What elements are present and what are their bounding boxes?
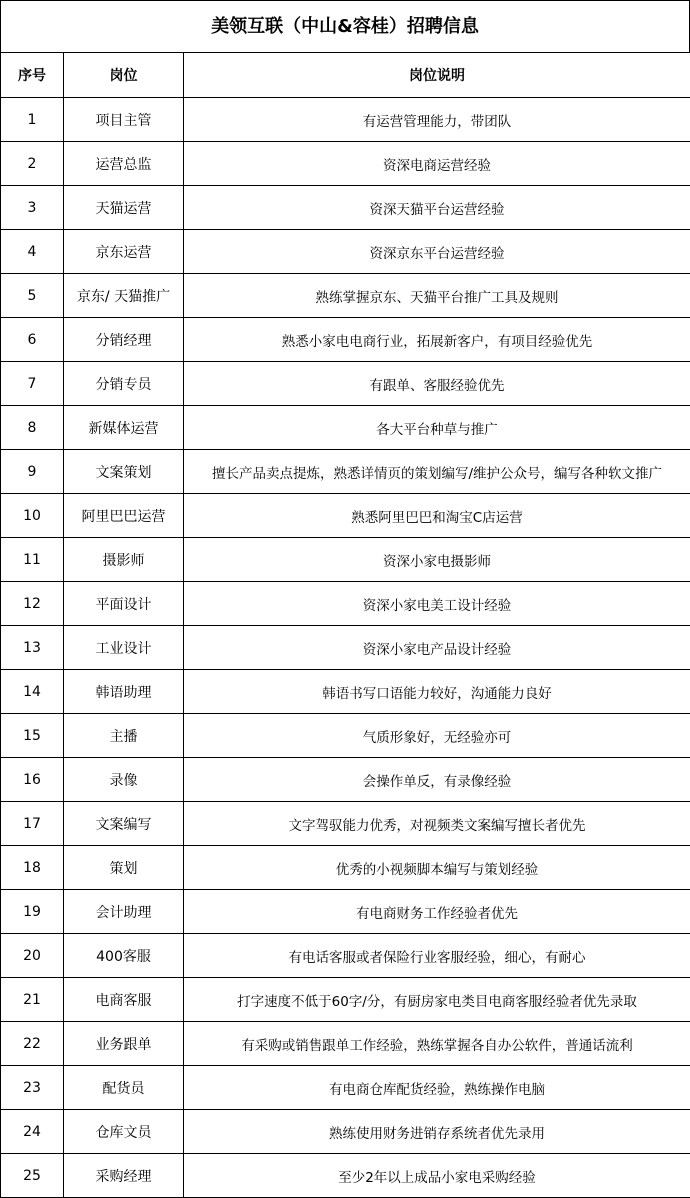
table-row — [1, 406, 690, 450]
table-header-row — [1, 53, 690, 98]
position-description: 熟悉阿里巴巴和淘宝C店运营 — [184, 494, 690, 538]
position-name: 策划 — [64, 846, 184, 890]
table-row — [1, 582, 690, 626]
table-row — [1, 230, 690, 274]
row-number: 7 — [1, 362, 64, 406]
row-number: 2 — [1, 142, 64, 186]
position-name: 录像 — [64, 758, 184, 802]
position-name: 会计助理 — [64, 890, 184, 934]
row-number: 10 — [1, 494, 64, 538]
row-number: 21 — [1, 978, 64, 1022]
row-number: 25 — [1, 1154, 64, 1198]
position-name: 业务跟单 — [64, 1022, 184, 1066]
position-description: 优秀的小视频脚本编写与策划经验 — [184, 846, 690, 890]
position-name: 分销专员 — [64, 362, 184, 406]
position-description: 至少2年以上成品小家电采购经验 — [184, 1154, 690, 1198]
row-number: 14 — [1, 670, 64, 714]
positions-table — [0, 52, 690, 1198]
position-name: 京东运营 — [64, 230, 184, 274]
table-row — [1, 98, 690, 142]
table-body — [1, 98, 690, 1198]
row-number: 6 — [1, 318, 64, 362]
row-number: 13 — [1, 626, 64, 670]
position-name: 工业设计 — [64, 626, 184, 670]
position-description: 有电话客服或者保险行业客服经验，细心，有耐心 — [184, 934, 690, 978]
position-name: 分销经理 — [64, 318, 184, 362]
row-number: 5 — [1, 274, 64, 318]
table-row — [1, 274, 690, 318]
position-description: 资深天猫平台运营经验 — [184, 186, 690, 230]
position-name: 项目主管 — [64, 98, 184, 142]
position-description: 熟悉小家电电商行业，拓展新客户，有项目经验优先 — [184, 318, 690, 362]
row-number: 18 — [1, 846, 64, 890]
position-description: 韩语书写口语能力较好，沟通能力良好 — [184, 670, 690, 714]
table-row — [1, 538, 690, 582]
position-name: 主播 — [64, 714, 184, 758]
position-name: 新媒体运营 — [64, 406, 184, 450]
position-name: 电商客服 — [64, 978, 184, 1022]
position-description: 擅长产品卖点提炼，熟悉详情页的策划编写/维护公众号，编写各种软文推广 — [184, 450, 690, 494]
position-name: 摄影师 — [64, 538, 184, 582]
position-name: 平面设计 — [64, 582, 184, 626]
table-row — [1, 450, 690, 494]
position-name: 400客服 — [64, 934, 184, 978]
position-description: 资深小家电产品设计经验 — [184, 626, 690, 670]
position-name: 韩语助理 — [64, 670, 184, 714]
row-number: 17 — [1, 802, 64, 846]
row-number: 24 — [1, 1110, 64, 1154]
row-number: 19 — [1, 890, 64, 934]
position-description: 有跟单、客服经验优先 — [184, 362, 690, 406]
table-row — [1, 846, 690, 890]
position-name: 文案编写 — [64, 802, 184, 846]
table-row — [1, 890, 690, 934]
table-row — [1, 1022, 690, 1066]
row-number: 12 — [1, 582, 64, 626]
position-description: 资深小家电美工设计经验 — [184, 582, 690, 626]
table-row — [1, 186, 690, 230]
position-description: 资深京东平台运营经验 — [184, 230, 690, 274]
position-description: 资深电商运营经验 — [184, 142, 690, 186]
header-description: 岗位说明 — [184, 53, 690, 98]
table-row — [1, 142, 690, 186]
position-name: 天猫运营 — [64, 186, 184, 230]
position-name: 运营总监 — [64, 142, 184, 186]
row-number: 22 — [1, 1022, 64, 1066]
table-row — [1, 1066, 690, 1110]
row-number: 20 — [1, 934, 64, 978]
table-row — [1, 934, 690, 978]
table-row — [1, 494, 690, 538]
table-row — [1, 670, 690, 714]
position-description: 有运营管理能力，带团队 — [184, 98, 690, 142]
table-row — [1, 626, 690, 670]
row-number: 9 — [1, 450, 64, 494]
row-number: 1 — [1, 98, 64, 142]
position-description: 文字驾驭能力优秀，对视频类文案编写擅长者优先 — [184, 802, 690, 846]
header-position: 岗位 — [64, 53, 184, 98]
position-name: 采购经理 — [64, 1154, 184, 1198]
row-number: 11 — [1, 538, 64, 582]
position-description: 资深小家电摄影师 — [184, 538, 690, 582]
position-name: 配货员 — [64, 1066, 184, 1110]
position-description: 气质形象好，无经验亦可 — [184, 714, 690, 758]
table-row — [1, 978, 690, 1022]
position-name: 文案策划 — [64, 450, 184, 494]
position-description: 有电商仓库配货经验，熟练操作电脑 — [184, 1066, 690, 1110]
table-row — [1, 318, 690, 362]
header-no: 序号 — [1, 53, 64, 98]
page-title: 美领互联（中山&容桂）招聘信息 — [0, 0, 690, 52]
position-name: 京东/ 天猫推广 — [64, 274, 184, 318]
position-name: 仓库文员 — [64, 1110, 184, 1154]
position-description: 有电商财务工作经验者优先 — [184, 890, 690, 934]
row-number: 3 — [1, 186, 64, 230]
position-description: 各大平台种草与推广 — [184, 406, 690, 450]
table-row — [1, 362, 690, 406]
table-row — [1, 802, 690, 846]
position-name: 阿里巴巴运营 — [64, 494, 184, 538]
position-description: 有采购或销售跟单工作经验，熟练掌握各自办公软件，普通话流利 — [184, 1022, 690, 1066]
table-row — [1, 714, 690, 758]
row-number: 15 — [1, 714, 64, 758]
position-description: 熟练掌握京东、天猫平台推广工具及规则 — [184, 274, 690, 318]
position-description: 熟练使用财务进销存系统者优先录用 — [184, 1110, 690, 1154]
row-number: 8 — [1, 406, 64, 450]
table-row — [1, 1110, 690, 1154]
table-row — [1, 1154, 690, 1198]
row-number: 16 — [1, 758, 64, 802]
row-number: 4 — [1, 230, 64, 274]
position-description: 会操作单反，有录像经验 — [184, 758, 690, 802]
position-description: 打字速度不低于60字/分，有厨房家电类目电商客服经验者优先录取 — [184, 978, 690, 1022]
table-row — [1, 758, 690, 802]
row-number: 23 — [1, 1066, 64, 1110]
